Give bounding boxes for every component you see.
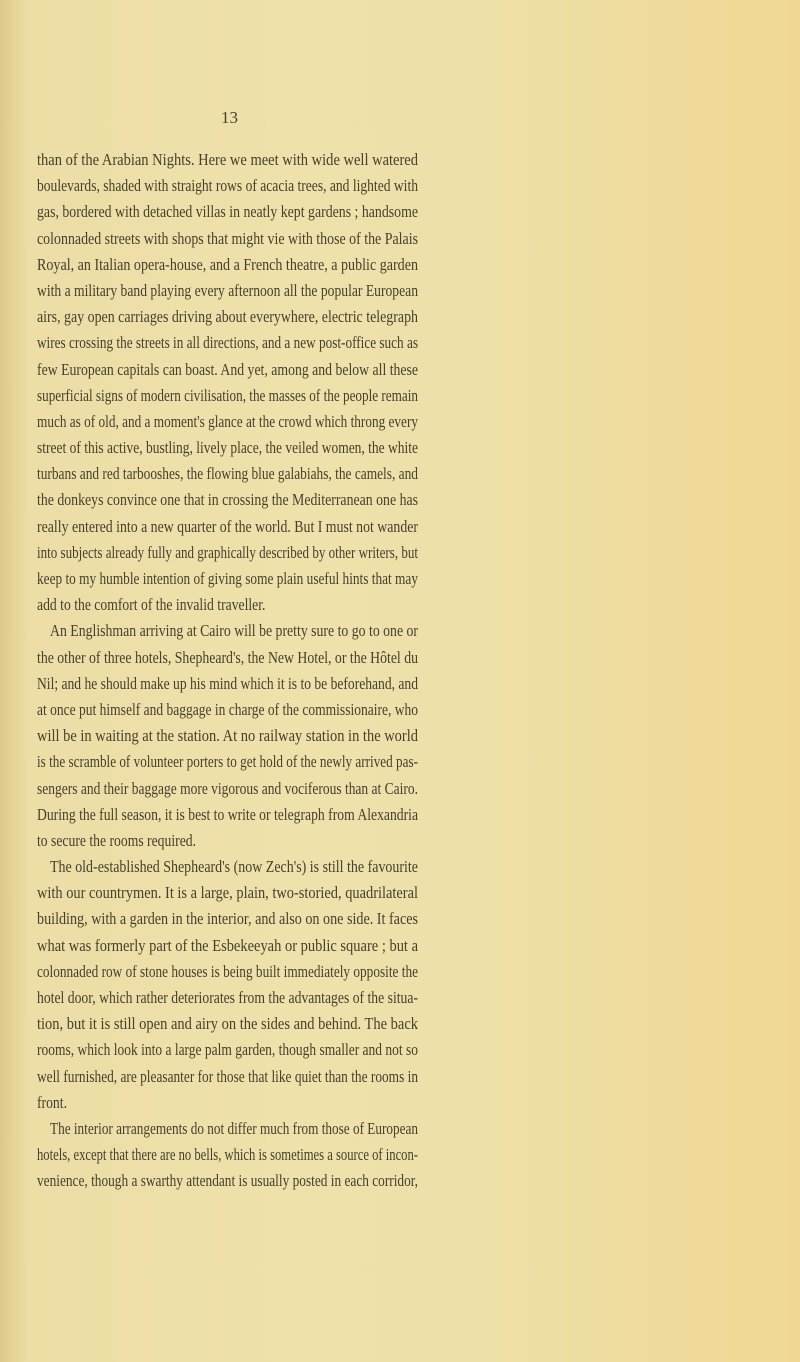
line-text: The old-established Shepheard's (now Zech's) is still the favourite xyxy=(50,857,418,877)
line-text: few European capitals can boast. And yet, among and below all these xyxy=(37,359,418,379)
text-line xyxy=(37,173,418,199)
line-text: add to the comfort of the invalid traveller. xyxy=(37,595,266,615)
text-line xyxy=(37,278,418,304)
line-text: boulevards, shaded with straight rows of acacia trees, and lighted with xyxy=(37,176,418,196)
line-text: the other of three hotels, Shepheard's, the New Hotel, or the Hôtel du xyxy=(37,647,418,667)
text-line xyxy=(37,566,418,592)
line-text: to secure the rooms required. xyxy=(37,830,197,850)
text-line xyxy=(37,383,418,409)
text-line xyxy=(37,1142,418,1168)
line-text: venience, though a swarthy attendant is usually posted in each corridor, xyxy=(37,1171,418,1191)
text-line xyxy=(37,671,418,697)
body-text xyxy=(37,147,418,1195)
text-line xyxy=(37,435,418,461)
text-line xyxy=(37,1168,418,1194)
text-line xyxy=(37,985,418,1011)
text-line xyxy=(37,828,418,854)
line-text: An Englishman arriving at Cairo will be pretty sure to go to one or xyxy=(50,621,418,641)
text-line xyxy=(37,199,418,225)
line-text: colonnaded row of stone houses is being built immediately opposite the xyxy=(37,961,418,981)
text-line xyxy=(37,409,418,435)
line-text: really entered into a new quarter of the world. But I must not wander xyxy=(37,516,418,536)
line-text: sengers and their baggage more vigorous and vociferous than at Cairo. xyxy=(37,778,418,798)
line-text: at once put himself and baggage in charge of the commissionaire, who xyxy=(37,699,418,719)
paragraph-first-line xyxy=(37,854,418,880)
text-line xyxy=(37,906,418,932)
line-text: wires crossing the streets in all directions, and a new post-office such as xyxy=(37,333,418,353)
text-line xyxy=(37,802,418,828)
text-line xyxy=(37,776,418,802)
text-line xyxy=(37,252,418,278)
text-line xyxy=(37,959,418,985)
line-text: the donkeys convince one that in crossing the Mediterranean one has xyxy=(37,490,418,510)
line-text: The interior arrangements do not differ much from those of European xyxy=(50,1118,418,1138)
text-line xyxy=(37,645,418,671)
text-line xyxy=(37,357,418,383)
text-line xyxy=(37,1064,418,1090)
text-line xyxy=(37,487,418,513)
text-line xyxy=(37,461,418,487)
line-text: much as of old, and a moment's glance at the crowd which throng every xyxy=(37,411,418,431)
line-text: with our countrymen. It is a large, plain, two-storied, quadrilateral xyxy=(37,883,418,903)
line-text: rooms, which look into a large palm garden, though smaller and not so xyxy=(37,1040,418,1060)
text-line xyxy=(37,147,418,173)
text-line xyxy=(37,749,418,775)
line-text: building, with a garden in the interior, and also on one side. It faces xyxy=(37,909,418,929)
line-text: well furnished, are pleasanter for those that like quiet than the rooms in xyxy=(37,1066,418,1086)
text-line xyxy=(37,1090,418,1116)
paragraph-first-line xyxy=(37,1116,418,1142)
line-text: hotels, except that there are no bells, which is sometimes a source of incon- xyxy=(37,1145,418,1165)
line-text: street of this active, bustling, lively place, the veiled women, the white xyxy=(37,438,418,458)
text-line xyxy=(37,697,418,723)
page-number: 13 xyxy=(221,108,238,127)
line-text: superficial signs of modern civilisation, the masses of the people remain xyxy=(37,385,418,405)
text-line xyxy=(37,880,418,906)
line-text: hotel door, which rather deteriorates from the advantages of the situa- xyxy=(37,988,418,1007)
line-text: what was formerly part of the Esbekeeyah or public square ; but a xyxy=(37,935,418,955)
text-line xyxy=(37,1037,418,1063)
line-text: into subjects already fully and graphically described by other writers, but xyxy=(37,542,418,562)
text-line xyxy=(37,330,418,356)
text-line xyxy=(37,540,418,566)
line-text: is the scramble of volunteer porters to get hold of the newly arrived pas- xyxy=(37,752,418,772)
text-line xyxy=(37,723,418,749)
line-text: During the full season, it is best to write or telegraph from Alexandria xyxy=(37,804,418,824)
text-line xyxy=(37,304,418,330)
text-line xyxy=(37,514,418,540)
line-text: tion, but it is still open and airy on the sides and behind. The back xyxy=(37,1014,418,1034)
text-line xyxy=(37,1011,418,1037)
line-text: keep to my humble intention of giving some plain useful hints that may xyxy=(37,569,418,588)
line-text: airs, gay open carriages driving about everywhere, electric telegraph xyxy=(37,307,418,327)
line-text: Royal, an Italian opera-house, and a French theatre, a public garden xyxy=(37,254,418,274)
paragraph-first-line xyxy=(37,618,418,644)
line-text: will be in waiting at the station. At no railway station in the world xyxy=(37,726,418,746)
line-text: gas, bordered with detached villas in neatly kept gardens ; handsome xyxy=(37,202,418,222)
text-line xyxy=(37,226,418,252)
line-text: Nil; and he should make up his mind which it is to be beforehand, and xyxy=(37,673,418,693)
text-line xyxy=(37,933,418,959)
line-text: front. xyxy=(37,1092,67,1112)
line-text: turbans and red tarbooshes, the flowing blue galabiahs, the camels, and xyxy=(37,464,418,484)
line-text: with a military band playing every afternoon all the popular European xyxy=(37,280,418,300)
line-text: colonnaded streets with shops that might vie with those of the Palais xyxy=(37,228,418,248)
line-text: than of the Arabian Nights. Here we meet with wide well watered xyxy=(37,150,418,169)
text-line xyxy=(37,592,418,618)
